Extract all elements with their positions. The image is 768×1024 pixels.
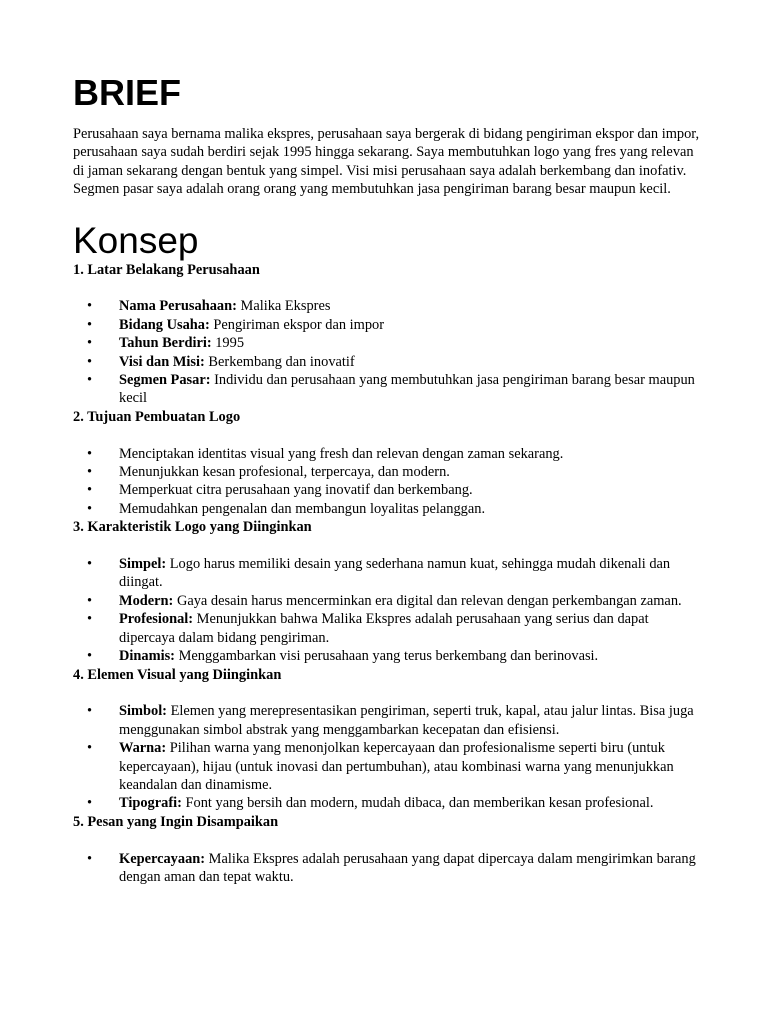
list-item: [73, 297, 703, 315]
list-item: [73, 371, 703, 408]
item-text: Gaya desain harus mencerminkan era digital dan relevan dengan perkembangan zaman.: [173, 592, 682, 609]
bullet-icon: •: [87, 298, 93, 315]
section-pesan: [73, 813, 703, 887]
bullet-icon: •: [87, 648, 93, 665]
section-title: 3. Karakteristik Logo yang Diinginkan: [73, 519, 312, 536]
document-page: [73, 73, 703, 886]
list-item: [73, 850, 703, 887]
bullet-list: [73, 702, 703, 812]
item-text: Pilihan warna yang menonjolkan kepercayaan dan profesionalisme seperti biru (untuk kepercayaan), hijau (untuk inovasi dan pertumbuhan), atau kombinasi warna yang menunjukkan keandalan dan dinamisme.: [119, 740, 674, 793]
list-item: [73, 353, 703, 371]
list-item: [73, 334, 703, 352]
brief-paragraph: Perusahaan saya bernama malika ekspres, perusahaan saya bergerak di bidang pengiriman ekspor dan impor, perusahaan saya sudah berdiri sejak 1995 hingga sekarang. Saya membutuhkan logo yang fres yang relevan di jaman sekarang dengan bentuk yang simpel. Visi misi perusahaan saya adalah berkembang dan inofativ. Segmen pasar saya adalah orang orang yang membutuhkan jasa pengiriman barang besar maupun kecil.: [73, 126, 700, 198]
item-label: Modern:: [119, 592, 174, 609]
bullet-icon: •: [87, 482, 93, 499]
item-text: Elemen yang merepresentasikan pengiriman, seperti truk, kapal, atau jalur lintas. Bisa juga menggunakan simbol abstrak yang menggambarkan kecepatan dan efisiensi.: [119, 703, 694, 738]
item-text: Memperkuat citra perusahaan yang inovatif dan berkembang.: [119, 482, 473, 499]
item-text: Pengiriman ekspor dan impor: [209, 316, 385, 333]
item-label: Tipografi:: [119, 795, 182, 812]
item-label: Tahun Berdiri:: [119, 335, 212, 352]
bullet-icon: •: [87, 500, 93, 517]
list-item: [73, 445, 703, 463]
brief-heading: BRIEF: [73, 72, 181, 113]
item-text: 1995: [211, 335, 245, 352]
item-text: Font yang bersih dan modern, mudah dibaca, dan memberikan kesan profesional.: [181, 795, 654, 812]
section-elemen-visual: [73, 666, 703, 813]
list-item: [73, 555, 703, 592]
konsep-heading: Konsep: [73, 219, 199, 261]
item-text: Menunjukkan bahwa Malika Ekspres adalah perusahaan yang serius dan dapat dipercaya dalam bidang pengiriman.: [119, 611, 649, 646]
item-text: Malika Ekspres: [236, 298, 331, 315]
bullet-icon: •: [87, 556, 93, 573]
list-item: [73, 739, 703, 794]
item-text: Memudahkan pengenalan dan membangun loyalitas pelanggan.: [119, 500, 486, 517]
bullet-icon: •: [87, 611, 93, 628]
section-title: 4. Elemen Visual yang Diinginkan: [73, 666, 282, 683]
bullet-icon: •: [87, 353, 93, 370]
bullet-icon: •: [87, 316, 93, 333]
item-label: Visi dan Misi:: [119, 353, 205, 370]
item-label: Warna:: [119, 740, 167, 757]
item-label: Simbol:: [119, 703, 167, 720]
item-label: Dinamis:: [119, 648, 175, 665]
bullet-list: [73, 297, 703, 407]
list-item: [73, 794, 703, 812]
bullet-icon: •: [87, 335, 93, 352]
item-text: Malika Ekspres adalah perusahaan yang dapat dipercaya dalam mengirimkan barang dengan aman dan tepat waktu.: [119, 850, 696, 885]
item-text: Menciptakan identitas visual yang fresh dan relevan dengan zaman sekarang.: [119, 445, 564, 462]
bullet-icon: •: [87, 703, 93, 720]
list-item: [73, 316, 703, 334]
section-latar-belakang: [73, 261, 703, 408]
bullet-icon: •: [87, 464, 93, 481]
list-item: [73, 610, 703, 647]
bullet-icon: •: [87, 740, 93, 757]
list-item: [73, 647, 703, 665]
bullet-list: [73, 850, 703, 887]
bullet-list: [73, 555, 703, 665]
section-tujuan: [73, 408, 703, 518]
list-item: [73, 500, 703, 518]
section-title: 5. Pesan yang Ingin Disampaikan: [73, 813, 279, 830]
list-item: [73, 463, 703, 481]
item-label: Nama Perusahaan:: [119, 298, 237, 315]
bullet-icon: •: [87, 795, 93, 812]
item-label: Segmen Pasar:: [119, 372, 211, 389]
section-title: 2. Tujuan Pembuatan Logo: [73, 408, 241, 425]
item-text: Logo harus memiliki desain yang sederhana namun kuat, sehingga mudah dikenali dan diingat.: [119, 556, 671, 591]
bullet-icon: •: [87, 445, 93, 462]
bullet-icon: •: [87, 372, 93, 389]
item-text: Individu dan perusahaan yang membutuhkan jasa pengiriman barang besar maupun kecil: [119, 372, 695, 407]
item-text: Menunjukkan kesan profesional, terpercaya, dan modern.: [119, 464, 450, 481]
bullet-list: [73, 445, 703, 519]
item-label: Kepercayaan:: [119, 850, 206, 867]
item-text: Berkembang dan inovatif: [204, 353, 355, 370]
bullet-icon: •: [87, 592, 93, 609]
item-label: Bidang Usaha:: [119, 316, 210, 333]
item-label: Simpel:: [119, 556, 167, 573]
list-item: [73, 702, 703, 739]
section-title: 1. Latar Belakang Perusahaan: [73, 261, 260, 278]
section-karakteristik: [73, 518, 703, 665]
item-text: Menggambarkan visi perusahaan yang terus berkembang dan berinovasi.: [174, 648, 599, 665]
list-item: [73, 592, 703, 610]
item-label: Profesional:: [119, 611, 194, 628]
list-item: [73, 481, 703, 499]
bullet-icon: •: [87, 850, 93, 867]
